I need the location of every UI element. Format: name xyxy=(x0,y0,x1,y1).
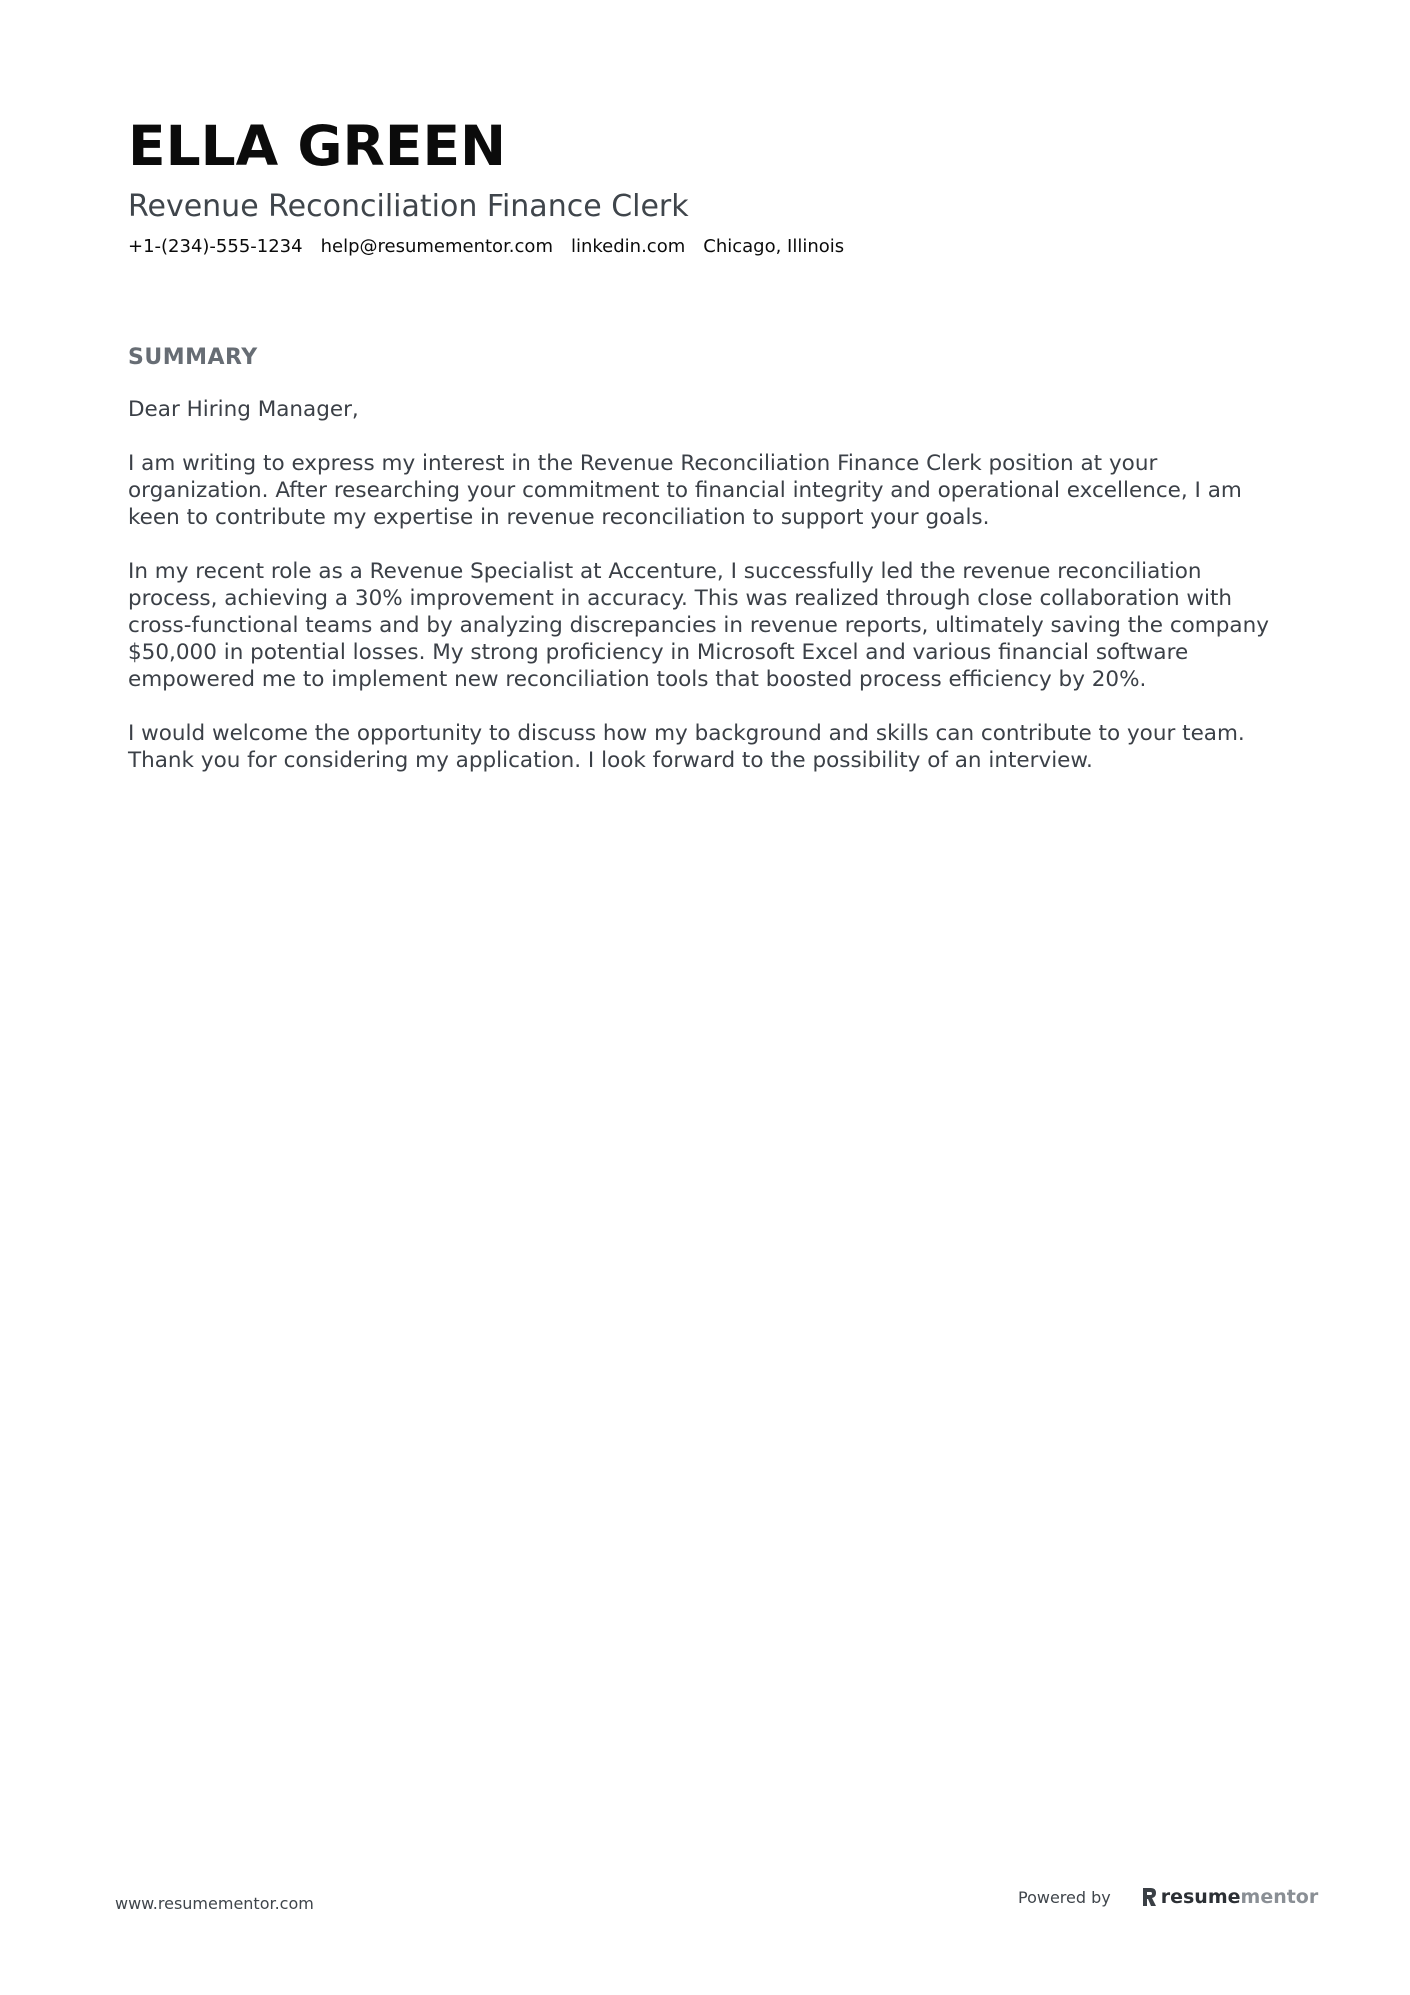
resumementor-logo-icon xyxy=(1141,1887,1158,1907)
letter-greeting: Dear Hiring Manager, xyxy=(128,397,359,422)
letter-paragraph: I am writing to express my interest in the Revenue Reconciliation Finance Clerk position at your organization. After researching your commitment to financial integrity and operational excellence, I am keen to contribute my expertise in revenue reconciliation to support your goals. xyxy=(128,451,1242,530)
brand-name-main: resume xyxy=(1160,1886,1241,1908)
brand-name-tail: mentor xyxy=(1240,1886,1319,1908)
contact-linkedin[interactable]: linkedin.com xyxy=(570,236,686,257)
summary-section xyxy=(128,342,1288,801)
letter-body xyxy=(128,396,1288,774)
footer-website[interactable]: www.resumementor.com xyxy=(115,1894,314,1913)
contact-phone: +1-(234)-555-1234 xyxy=(128,236,303,257)
contact-location: Chicago, Illinois xyxy=(703,236,845,257)
job-title: Revenue Reconciliation Finance Clerk xyxy=(128,189,689,224)
letter-paragraph: I would welcome the opportunity to discuss how my background and skills can contribute to your team. Thank you for considering my application. I look forward to the possibility of an interview. xyxy=(128,721,1245,773)
contact-info xyxy=(128,234,1288,260)
letter-paragraph: In my recent role as a Revenue Specialist at Accenture, I successfully led the revenue reconciliation process, achieving a 30% improvement in accuracy. This was realized through close collaboration with cross-functional teams and by analyzing discrepancies in revenue reports, ultimately saving the company $50,000 in potential losses. My strong proficiency in Microsoft Excel and various financial software empowered me to implement new reconciliation tools that boosted process efficiency by 20%. xyxy=(128,559,1269,692)
candidate-name: ELLA GREEN xyxy=(128,114,507,178)
powered-by-label: Powered by xyxy=(1018,1887,1111,1907)
summary-heading: SUMMARY xyxy=(128,345,258,370)
header xyxy=(128,108,1288,260)
footer-branding xyxy=(1018,1886,1318,1908)
brand-logo[interactable] xyxy=(1141,1886,1319,1908)
contact-email[interactable]: help@resumementor.com xyxy=(320,236,553,257)
